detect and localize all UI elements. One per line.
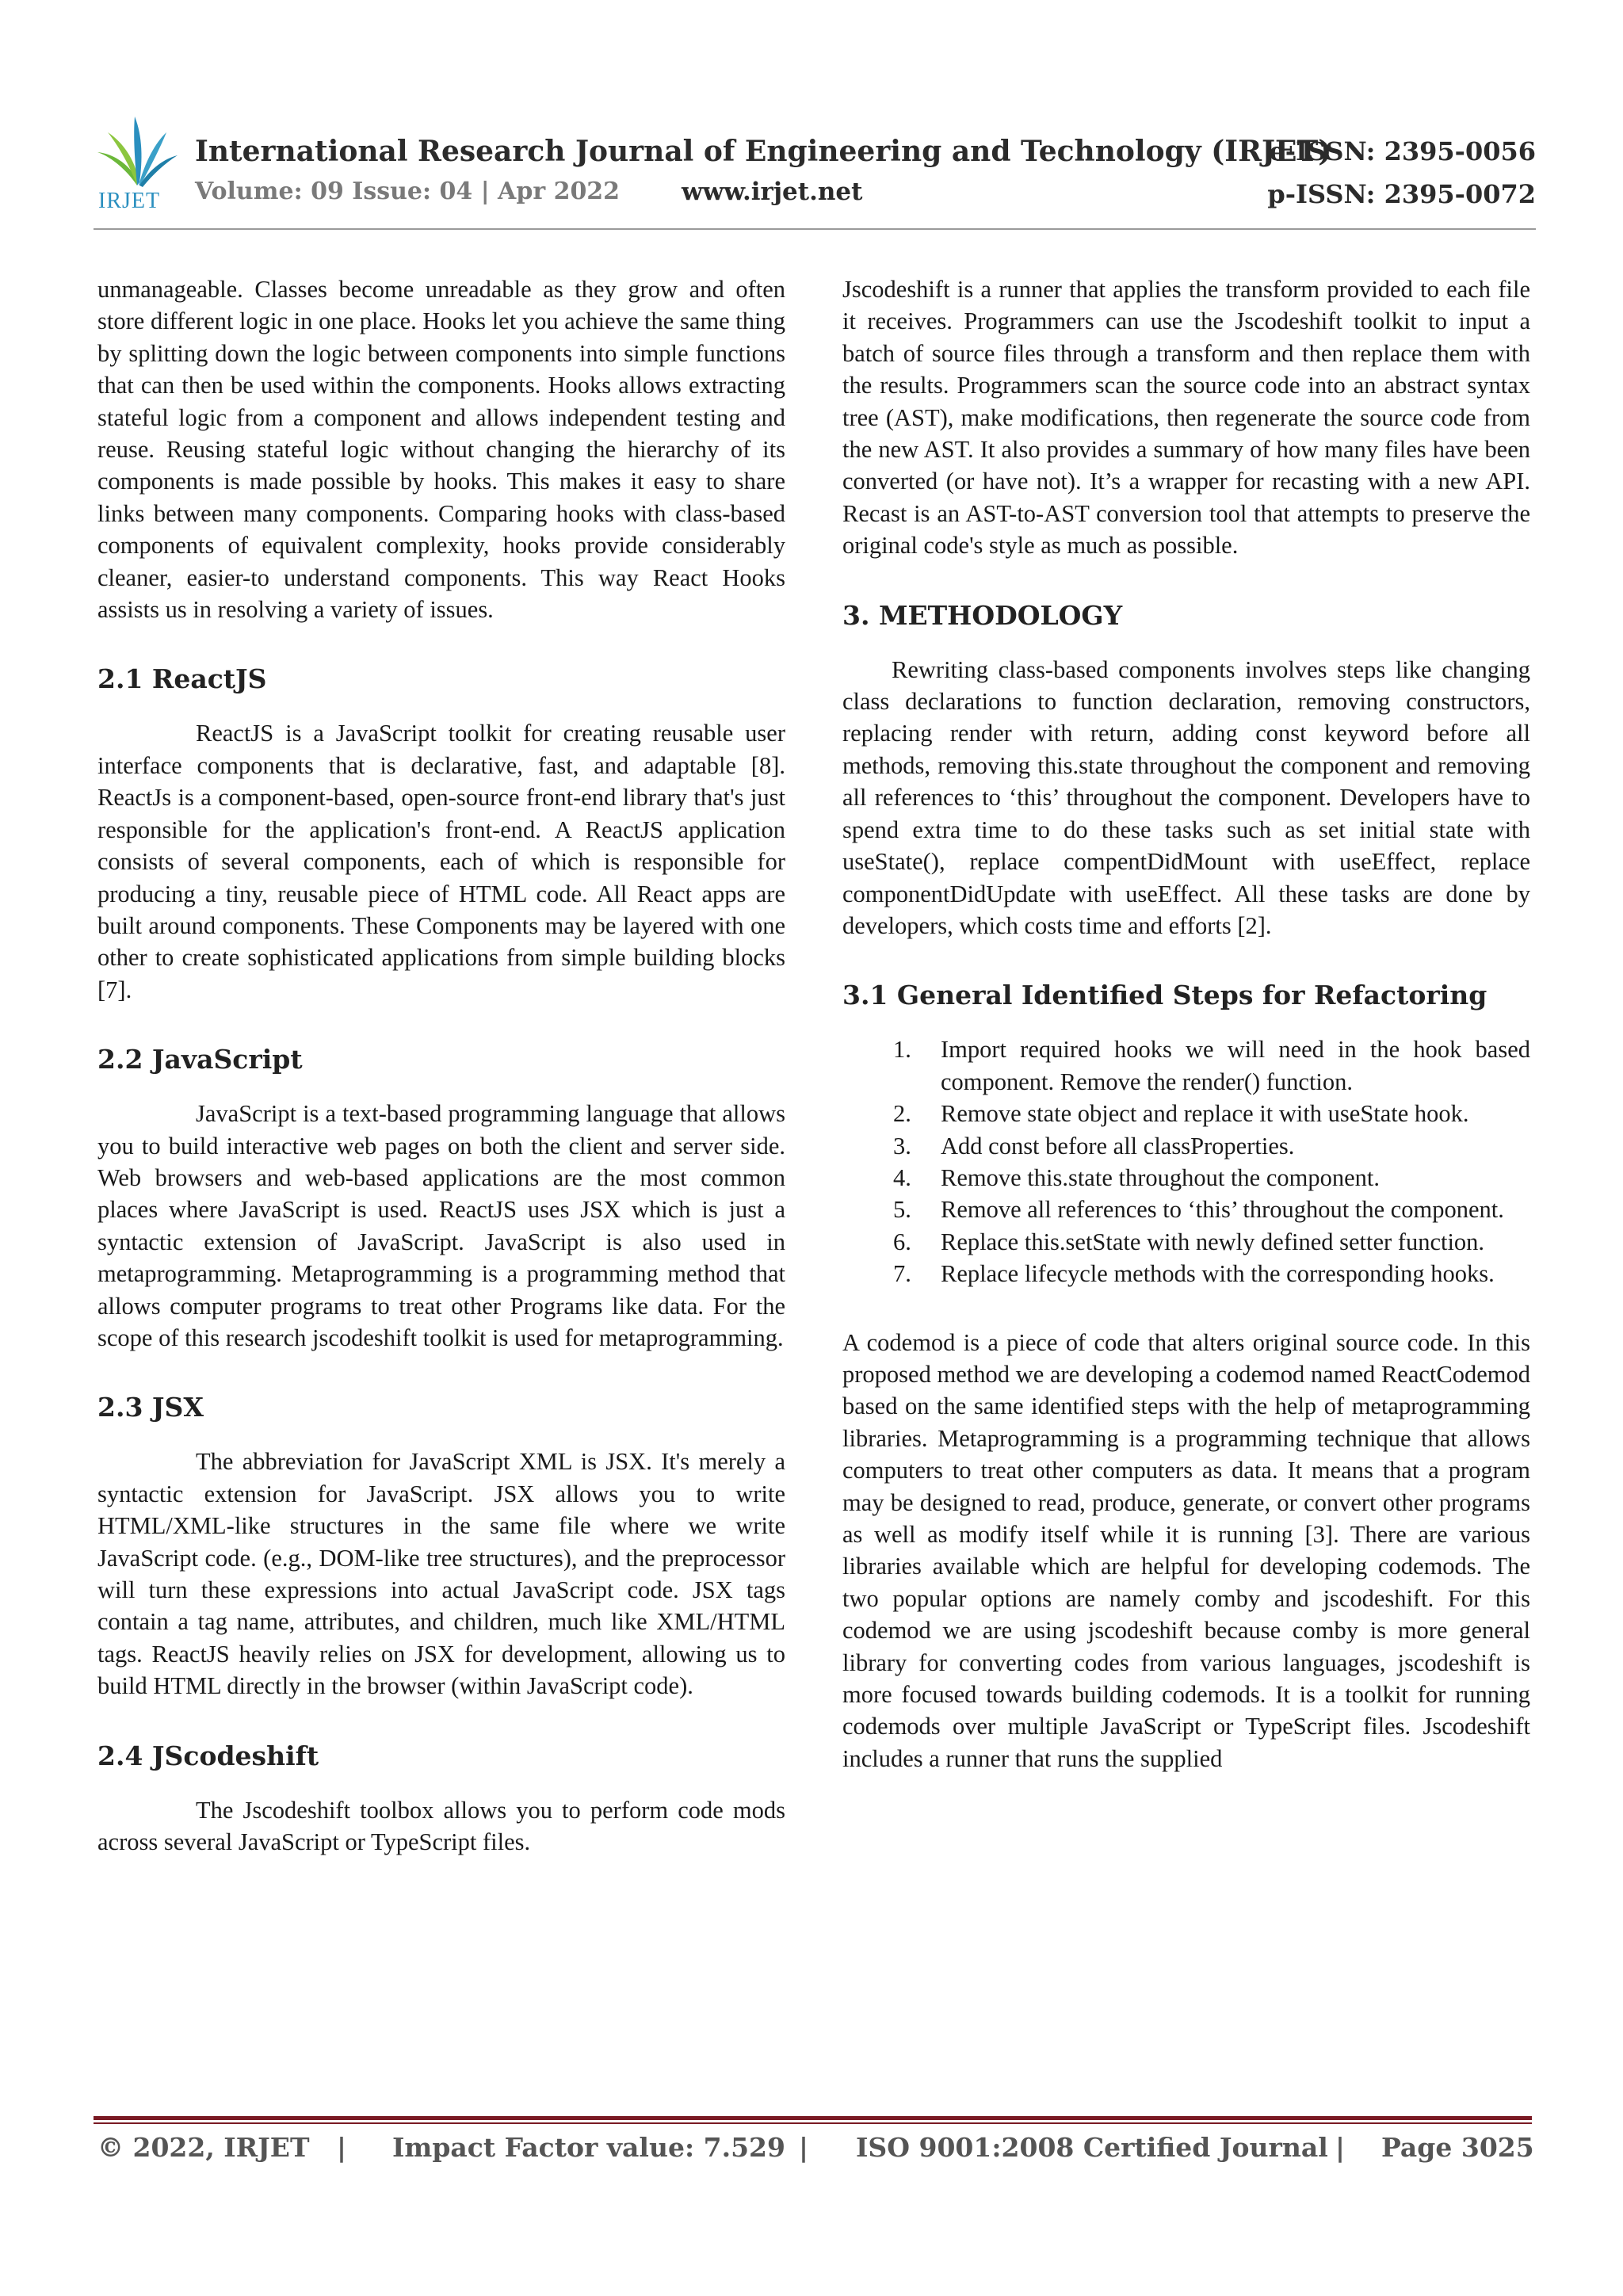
footer-rule-thick bbox=[94, 2116, 1532, 2120]
paragraph-codemod: A codemod is a piece of code that alters original source code. In this proposed method we are developing a codemod named ReactCodemod based on the same identified steps with the help of metaprogramming libraries. Metaprogramming is a programming technique that allows computers to treat other computers as data. It means that a program may be designed to read, produce, generate, or convert other programs as well as modify itself while it is running [3]. There are various libraries available which are helpful for developing codemods. The two popular options are namely comby and jscodeshift. For this codemod we are using jscodeshift because comby is more general library for converting codes from various languages, jscodeshift is more focused towards building codemods. It is a toolkit for running codemods over multiple JavaScript or TypeScript files. Jscodeshift includes a runner that runs the supplied bbox=[842, 1328, 1530, 1772]
list-item-text: Remove state object and replace it with useState hook. bbox=[941, 1100, 1469, 1128]
list-item-number: 6. bbox=[893, 1228, 911, 1255]
paragraph-methodology: Rewriting class-based components involves steps like changing class declarations to function declaration, removing constructors, replacing render with return, adding const keyword before all methods, removing this.state throughout the component and removing all references to ‘this’ throughout the component. Developers have to spend extra time to do these tasks such as set initial state with useState(), replace compentDidMount with useEffect, replace componentDidUpdate with useEffect. All these tasks are done by developers, which costs time and efforts [2]. bbox=[842, 655, 1530, 939]
list-item-number: 4. bbox=[893, 1163, 911, 1191]
p-issn: p-ISSN: 2395-0072 bbox=[1267, 179, 1536, 209]
list-item bbox=[842, 1162, 1530, 1194]
heading-jscodeshift: 2.4 JScodeshift bbox=[97, 1740, 319, 1771]
list-item-text: Replace this.setState with newly defined setter function. bbox=[941, 1228, 1485, 1255]
page-header bbox=[94, 113, 1536, 231]
heading-methodology: 3. METHODOLOGY bbox=[842, 599, 1123, 631]
list-item-text: Import required hooks we will need in the hook based component. Remove the render() function. bbox=[941, 1036, 1530, 1095]
list-item-text: Remove this.state throughout the component. bbox=[941, 1163, 1380, 1191]
paragraph-intro: unmanageable. Classes become unreadable as they grow and often store different logic in one place. Hooks let you achieve the same thing by splitting down the logic between components into simple functions that can then be used within the components. Hooks allows extracting stateful logic from a component and allows independent testing and reuse. Reusing stateful logic without changing the hierarchy of its components is made possible by hooks. This makes it easy to share links between many components. Comparing hooks with class-based components of equivalent complexity, hooks provide considerably cleaner, easier-to understand components. This way React Hooks assists us in resolving a variety of issues. bbox=[97, 276, 785, 624]
footer-separator: | bbox=[337, 2132, 347, 2163]
list-item-number: 2. bbox=[893, 1100, 911, 1128]
heading-reactjs: 2.1 ReactJS bbox=[97, 663, 267, 695]
footer-iso-certification: ISO 9001:2008 Certified Journal bbox=[856, 2132, 1328, 2163]
list-item bbox=[842, 1258, 1530, 1289]
list-item-number: 7. bbox=[893, 1260, 911, 1288]
footer-copyright: © 2022, IRJET bbox=[97, 2132, 310, 2163]
list-item-number: 5. bbox=[893, 1196, 911, 1224]
footer-impact-factor: Impact Factor value: 7.529 bbox=[392, 2132, 785, 2163]
footer-separator: | bbox=[1335, 2132, 1346, 2163]
website-link[interactable]: www.irjet.net bbox=[682, 178, 863, 206]
e-issn: e-ISSN: 2395-0056 bbox=[1269, 136, 1536, 166]
footer-rule-thin bbox=[94, 2122, 1532, 2124]
paragraph-javascript: JavaScript is a text-based programming language that allows you to build interactive web pages on both the client and server side. Web browsers and web-based applications are the most common places where JavaScript is used. ReactJS uses JSX which is just a syntactic extension of JavaScript. JavaScript is also used in metaprogramming. Metaprogramming is a programming method that allows computer programs to treat other Programs like data. For the scope of this research jscodeshift toolkit is used for metaprogramming. bbox=[97, 1100, 785, 1351]
refactoring-steps-list bbox=[842, 1033, 1530, 1289]
journal-title: International Research Journal of Engineering and Technology (IRJET) bbox=[195, 135, 1332, 168]
list-item-number: 3. bbox=[893, 1132, 911, 1159]
paragraph-jscodeshift: The Jscodeshift toolbox allows you to perform code mods across several JavaScript or TypeScript files. bbox=[97, 1796, 785, 1856]
paragraph-jsx: The abbreviation for JavaScript XML is JSX. It's merely a syntactic extension for JavaScript. JSX allows you to write HTML/XML-like structures in the same file where we write JavaScript code. (e.g., DOM-like tree structures), and the preprocessor will turn these expressions into actual JavaScript code. JSX tags contain a tag name, attributes, and children, much like XML/HTML tags. ReactJS heavily relies on JSX for development, allowing us to build HTML directly in the browser (within JavaScript code). bbox=[97, 1448, 785, 1700]
list-item bbox=[842, 1033, 1530, 1098]
list-item-number: 1. bbox=[893, 1036, 911, 1064]
logo-wordmark: IRJET bbox=[98, 189, 161, 213]
left-column bbox=[97, 273, 785, 1858]
paragraph-runner: Jscodeshift is a runner that applies the transform provided to each file it receives. Programmers can use the Jscodeshift toolkit to input a batch of source files through a transform and then replace them with the results. Programmers scan the source code into an abstract syntax tree (AST), make modifications, then regenerate the source code from the new AST. It also provides a summary of how many files have been converted (or have not). It’s a wrapper for recasting with a new API. Recast is an AST-to-AST conversion tool that attempts to preserve the original code's style as much as possible. bbox=[842, 276, 1530, 560]
list-item-text: Add const before all classProperties. bbox=[941, 1132, 1295, 1159]
list-item bbox=[842, 1194, 1530, 1225]
irjet-logo bbox=[94, 113, 181, 216]
paragraph-reactjs: ReactJS is a JavaScript toolkit for creating reusable user interface components that is declarative, fast, and adaptable [8]. ReactJs is a component-based, open-source front-end library that's just responsible for the application's front-end. A ReactJS application consists of several components, each of which is responsible for producing a tiny, reusable piece of HTML code. All React apps are built around components. These Components may be layered with one other to create sophisticated applications from simple building blocks [7]. bbox=[97, 720, 785, 1003]
leaf-logo-icon bbox=[94, 113, 181, 192]
list-item bbox=[842, 1098, 1530, 1129]
page-footer bbox=[97, 2132, 1532, 2172]
list-item-text: Replace lifecycle methods with the corresponding hooks. bbox=[941, 1260, 1495, 1288]
footer-separator: | bbox=[799, 2132, 809, 2163]
list-item bbox=[842, 1130, 1530, 1162]
heading-javascript: 2.2 JavaScript bbox=[97, 1044, 303, 1075]
page-number: Page 3025 bbox=[1381, 2132, 1534, 2163]
list-item-text: Remove all references to ‘this’ throughout the component. bbox=[941, 1196, 1504, 1224]
list-item bbox=[842, 1226, 1530, 1258]
right-column bbox=[842, 273, 1530, 1775]
heading-refactoring-steps: 3.1 General Identified Steps for Refactoring bbox=[842, 980, 1487, 1011]
header-divider bbox=[94, 228, 1536, 230]
volume-issue: Volume: 09 Issue: 04 | Apr 2022 bbox=[195, 178, 621, 205]
heading-jsx: 2.3 JSX bbox=[97, 1392, 204, 1423]
